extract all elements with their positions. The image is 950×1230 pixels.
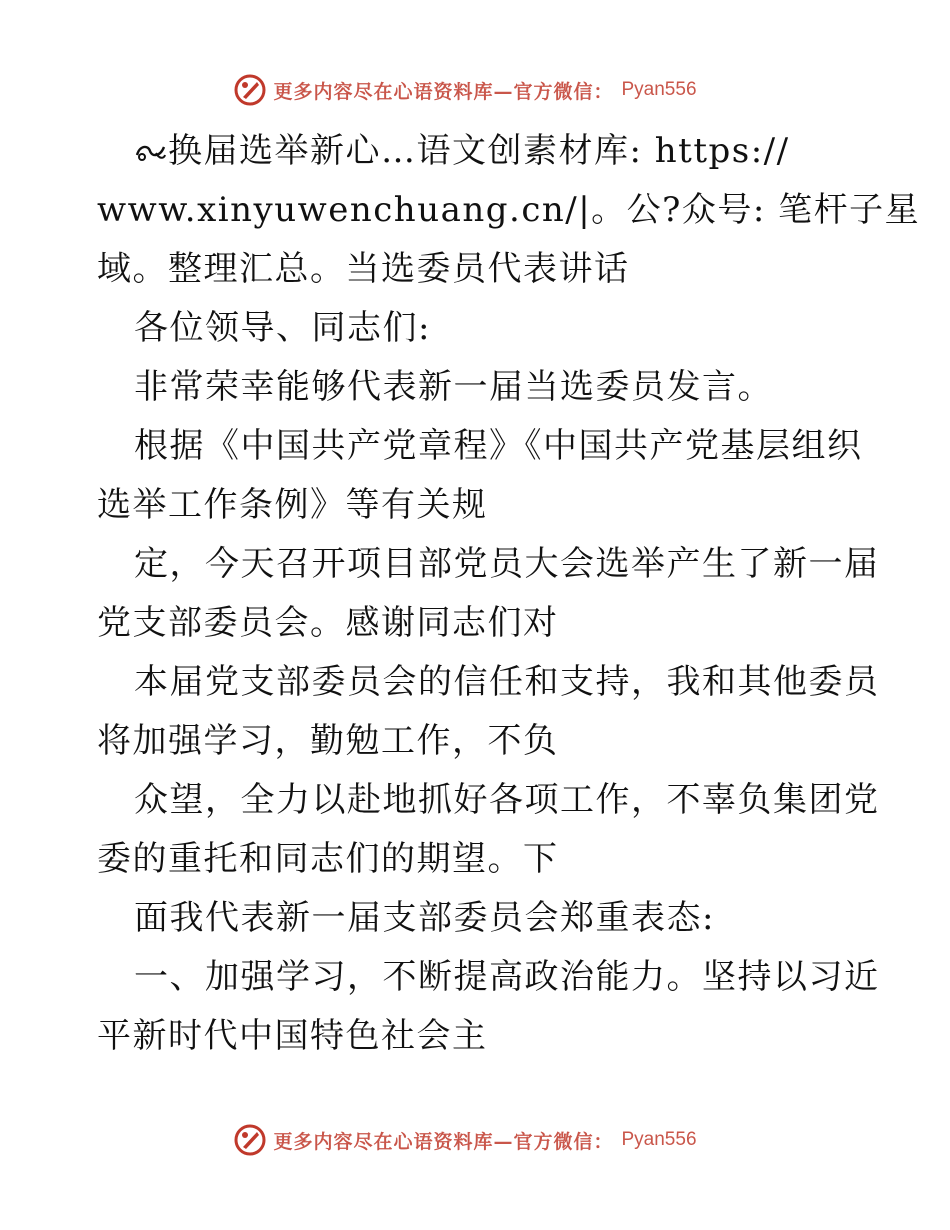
header-banner-inner (233, 73, 696, 107)
document-line-text: 众望，全力以赴地抓好各项工作，不辜负集团党 (134, 780, 880, 820)
document-line-text: 一、加强学习，不断提高政治能力。坚持以习近 (134, 957, 880, 997)
document-line (97, 948, 880, 1007)
document-line (97, 1007, 857, 1066)
document-line-text: 面我代表新一届支部委员会郑重表态: (134, 898, 715, 938)
document-line (97, 653, 880, 712)
document-line-text: 域。整理汇总。当选委员代表讲话 (97, 249, 630, 289)
document-line-text: 根据《中国共产党章程》《中国共产党基层组织 (134, 426, 863, 466)
leaf-ornament-icon (134, 125, 168, 151)
document-line (97, 535, 880, 594)
document-line (97, 181, 921, 240)
document-line-text: 定，今天召开项目部党员大会选举产生了新一届 (134, 544, 880, 584)
document-line (97, 594, 857, 653)
document-line-text: 本届党支部委员会的信任和支持，我和其他委员 (134, 662, 880, 702)
header-banner-text: 更多内容尽在心语资料库—官方微信： (273, 80, 614, 103)
document-line-text: 各位领导、同志们: (134, 308, 431, 348)
footer-wechat-handle: Pyan556 (621, 1129, 697, 1150)
document-line-text: www.xinyuwenchuang.cn/|。公?众号: 笔杆子星 (97, 190, 921, 230)
footer-banner-inner (233, 1123, 696, 1157)
document-line (97, 122, 857, 181)
document-line (97, 417, 863, 476)
document-line-text: 委的重托和同志们的期望。下 (97, 839, 559, 879)
document-line-text: 换届选举新心…语文创素材库: https:// (168, 131, 790, 171)
document-line-text: 选举工作条例》等有关规 (97, 485, 488, 525)
document-line (97, 830, 857, 889)
footer-banner (0, 1120, 950, 1160)
document-line (97, 889, 857, 948)
quill-seal-logo-icon (233, 73, 267, 107)
document-line (97, 240, 857, 299)
header-wechat-handle: Pyan556 (621, 79, 697, 100)
document-line (97, 358, 857, 417)
document-body (97, 122, 921, 1066)
document-line-text: 平新时代中国特色社会主 (97, 1016, 488, 1056)
document-line-text: 将加强学习，勤勉工作，不负 (97, 721, 559, 761)
document-line (97, 299, 857, 358)
quill-seal-logo-icon (233, 1123, 267, 1157)
document-line (97, 476, 857, 535)
header-banner (0, 70, 950, 110)
footer-banner-text: 更多内容尽在心语资料库—官方微信： (273, 1130, 614, 1153)
document-line (97, 771, 880, 830)
document-line (97, 712, 857, 771)
document-line-text: 党支部委员会。感谢同志们对 (97, 603, 559, 643)
document-line-text: 非常荣幸能够代表新一届当选委员发言。 (134, 367, 773, 407)
